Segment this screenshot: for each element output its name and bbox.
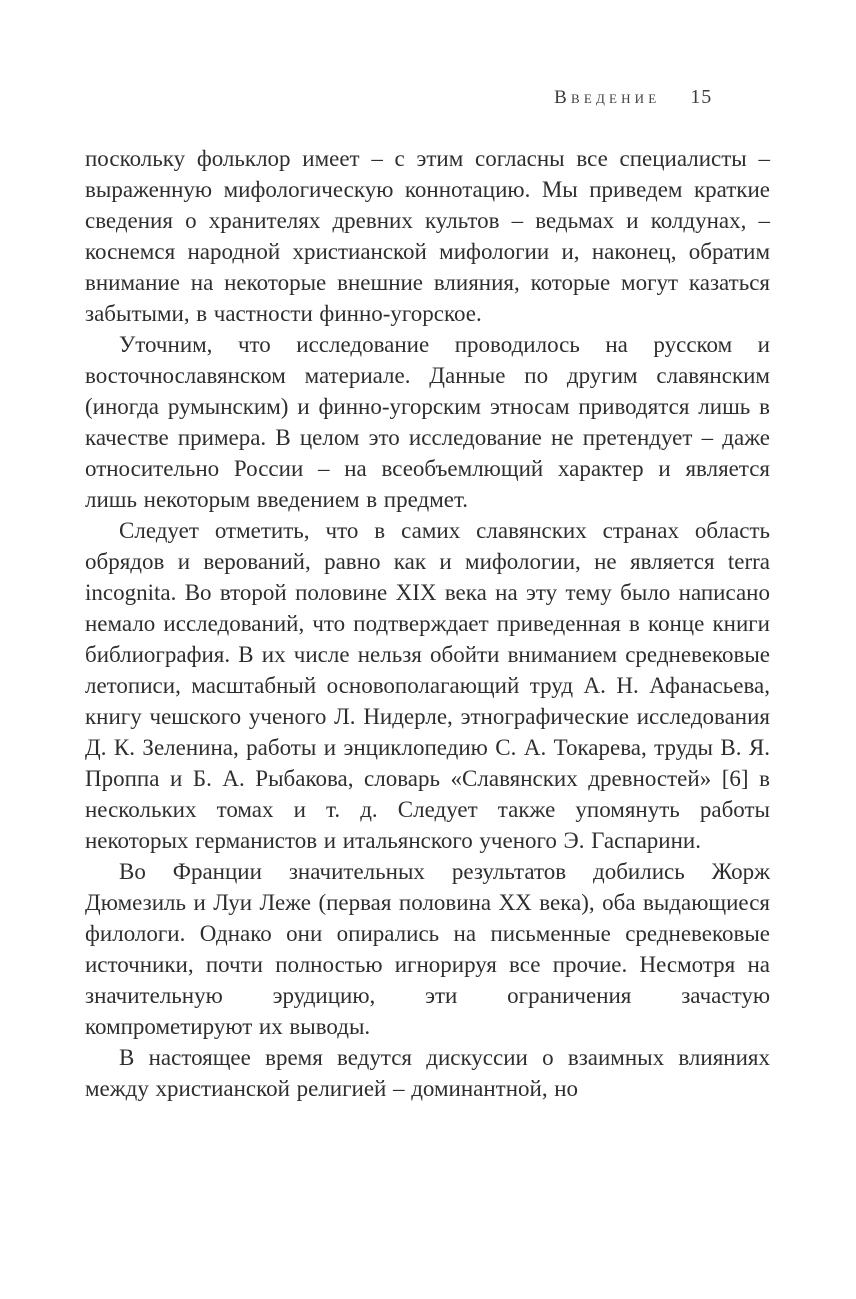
paragraph-1: поскольку фольклор имеет – с этим согласны все специалисты – выраженную мифологическую коннотацию. Мы приведем краткие сведения о хранителях древних культов – ведьмах и колдунах, – коснемся народной христианской мифологии и, наконец, обратим внимание на некоторые внешние влияния, которые могут казаться забытыми, в частности финно-угорское.	[85, 146, 770, 326]
paragraph-4: Во Франции значительных результатов добились Жорж Дюмезиль и Луи Леже (первая половина XX века), оба выдающиеся филологи. Однако они опирались на письменные средневековые источники, почти полностью игнорируя все прочие. Несмотря на значительную эрудицию, эти ограничения зачастую компрометируют их выводы.	[85, 859, 770, 1039]
page-number: 15	[690, 86, 712, 108]
chapter-title: Введение	[554, 87, 661, 108]
running-header	[85, 86, 770, 109]
paragraph-3: Следует отметить, что в самих славянских странах область обрядов и верований, равно как и мифологии, не является terra incognita. Во второй половине XIX века на эту тему было написано немало исследований, что подтверждает приведенная в конце книги библиография. В их числе нельзя обойти вниманием средневековые летописи, масштабный основополагающий труд А. Н. Афанасьева, книгу чешского ученого Л. Нидерле, этнографические исследования Д. К. Зеленина, работы и энциклопедию С. А. Токарева, труды В. Я. Проппа и Б. А. Рыбакова, словарь «Славянских древностей» [6] в нескольких томах и т. д. Следует также упомянуть работы некоторых германистов и итальянского ученого Э. Гаспарини.	[85, 518, 770, 853]
paragraph-2: Уточним, что исследование проводилось на русском и восточнославянском материале. Данные по другим славянским (иногда румынским) и финно-угорским этносам приводятся лишь в качестве примера. В целом это исследование не претендует – даже относительно России – на всеобъемлющий характер и является лишь некоторым введением в предмет.	[85, 332, 770, 512]
page-body	[85, 143, 770, 1104]
paragraph-5: В настоящее время ведутся дискуссии о взаимных влияниях между христианской религией – доминантной, но	[85, 1045, 770, 1101]
